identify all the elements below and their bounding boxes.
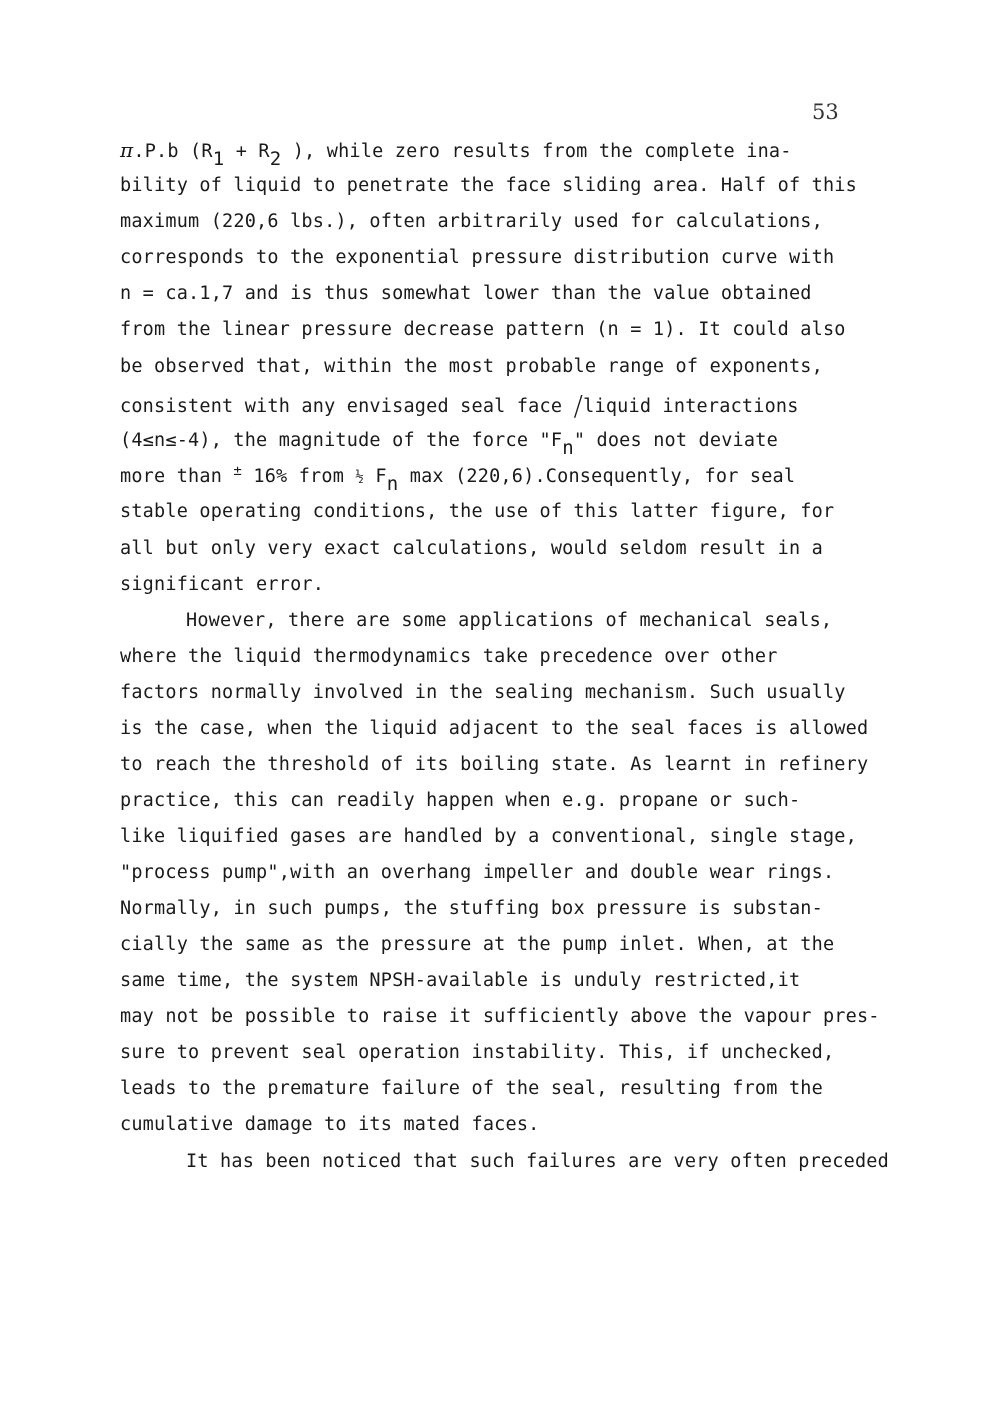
text-line: Normally, in such pumps, the stuffing box pressure is substan- [120,898,823,919]
text-line: bility of liquid to penetrate the face sliding area. Half of this [120,175,857,196]
text-line: practice, this can readily happen when e.g. propane or such- [120,790,801,811]
text-line: same time, the system NPSH-available is unduly restricted,it [120,970,801,991]
text-line: sure to prevent seal operation instability. This, if unchecked, [120,1042,835,1063]
text-line: consistent with any envisaged seal face /liquid interactions [120,389,799,422]
text-line: (4≤n≤-4), the magnitude of the force "Fn" does not deviate [120,430,778,459]
text-line: cially the same as the pressure at the pump inlet. When, at the [120,934,835,955]
text-line: where the liquid thermodynamics take precedence over other [120,646,778,667]
text-line: be observed that, within the most probable range of exponents, [120,356,823,377]
text-line: from the linear pressure decrease pattern (n = 1). It could also [120,319,846,340]
plus-minus-symbol: ± [233,463,243,479]
text-line: significant error. [120,574,325,595]
text-line: may not be possible to raise it sufficiently above the vapour pres- [120,1006,880,1027]
text-line: However, there are some applications of mechanical seals, [186,610,833,631]
text-line: "process pump",with an overhang impeller and double wear rings. [120,862,835,883]
text-line: factors normally involved in the sealing mechanism. Such usually [120,682,846,703]
fraction-half: ½ [355,469,365,485]
text-line: to reach the threshold of its boiling state. As learnt in refinery [120,754,869,775]
text-line: It has been noticed that such failures are very often preceded [186,1151,889,1172]
text-line: corresponds to the exponential pressure distribution curve with [120,247,835,268]
text-line: cumulative damage to its mated faces. [120,1114,540,1135]
text-line: more than ± 16% from ½ Fn max (220,6).Consequently, for seal [120,463,796,495]
text-line: maximum (220,6 lbs.), often arbitrarily used for calculations, [120,211,823,232]
pi-symbol: π [120,138,134,162]
text-line: like liquified gases are handled by a conventional, single stage, [120,826,857,847]
text-line: is the case, when the liquid adjacent to the seal faces is allowed [120,718,869,739]
page-number: 53 [812,100,839,124]
text-line: all but only very exact calculations, would seldom result in a [120,538,823,559]
text-line: stable operating conditions, the use of this latter figure, for [120,501,835,522]
text-line: leads to the premature failure of the seal, resulting from the [120,1078,823,1099]
text-line: π.P.b (R1 + R2 ), while zero results from the complete ina- [120,138,792,170]
slash-symbol: / [573,389,584,422]
text-line: n = ca.1,7 and is thus somewhat lower than the value obtained [120,283,812,304]
